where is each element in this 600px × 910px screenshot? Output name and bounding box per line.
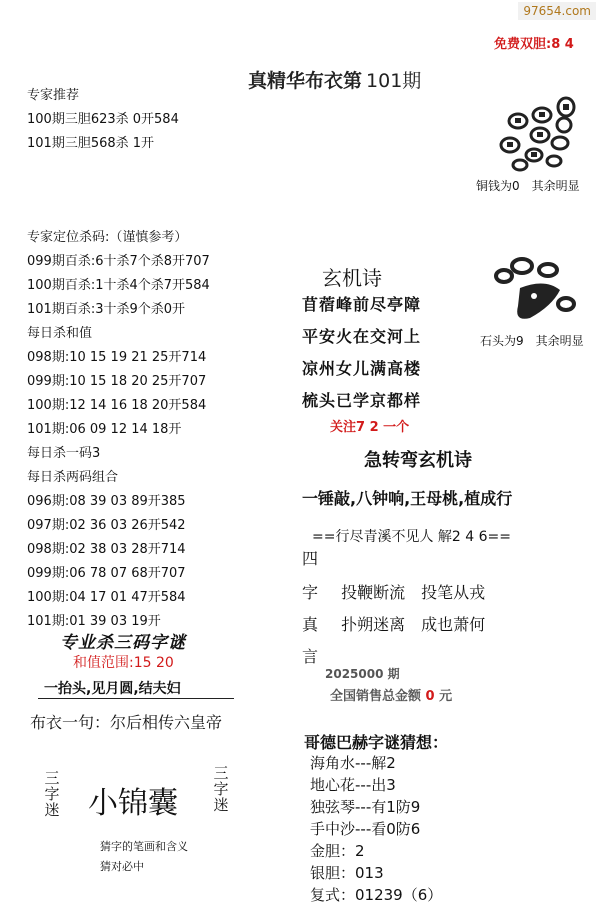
turn-poem-row-label: 四 xyxy=(302,549,319,568)
three-word-left: 三字迷 xyxy=(44,769,60,819)
daily-two-line: 096期:08 39 03 89开385 xyxy=(27,494,186,509)
positioning-line: 099期百杀:6十杀7个杀8开707 xyxy=(27,254,210,269)
poem-title: 玄机诗 xyxy=(322,266,382,290)
hint-underline xyxy=(38,698,234,699)
poem-line: 平安火在交河上 xyxy=(302,327,422,346)
daily-two-line: 099期:06 78 07 68开707 xyxy=(27,566,186,581)
sales-total xyxy=(330,685,452,704)
godel-line: 手中沙---看0防6 xyxy=(310,820,421,838)
pro-kill-title: 专业杀三码字谜 xyxy=(60,633,186,653)
pro-kill-hint: 一抬头,见月圆,结夫妇 xyxy=(44,681,181,697)
turn-poem-row-label: 言 xyxy=(302,647,319,666)
site-watermark: 97654.com xyxy=(518,2,596,20)
coins-caption: 铜钱为0 其余明显 xyxy=(476,179,580,193)
positioning-line: 100期百杀:1十杀4个杀7开584 xyxy=(27,278,210,293)
positioning-line: 101期百杀:3十杀9个杀0开 xyxy=(27,302,186,317)
daily-two-line: 097期:02 36 03 26开542 xyxy=(27,518,186,533)
expert-section xyxy=(27,84,179,156)
expert-line: 101期三胆568杀 1开 xyxy=(27,136,155,151)
title-issue: 101期 xyxy=(366,70,422,92)
turn-poem-row xyxy=(302,580,485,603)
sum-range: 和值范围:15 20 xyxy=(73,655,174,671)
godel-line: 海角水---解2 xyxy=(310,754,396,772)
poem-line: 凉州女儿满高楼 xyxy=(302,359,422,378)
turn-poem-line: 一锤敲,八钟响,王母桃,植成行 xyxy=(302,489,513,508)
daily-two-line: 098期:02 38 03 28开714 xyxy=(27,542,186,557)
daily-sum-line: 098期:10 15 19 21 25开714 xyxy=(27,350,207,365)
buyi-sentence: 布衣一句：尔后相传六皇帝 xyxy=(30,713,223,732)
godel-title: 哥德巴赫字谜猜想： xyxy=(304,733,449,752)
turn-poem-row-label: 字 xyxy=(302,583,319,602)
three-word-note: 猜对必中 xyxy=(100,860,144,873)
three-word-center: 小锦囊 xyxy=(88,786,178,821)
positioning-section xyxy=(27,226,210,634)
daily-one-code: 每日杀一码3 xyxy=(27,446,101,461)
turn-poem-row-text: 投鞭断流 投笔从戎 xyxy=(341,583,486,602)
godel-line: 银胆：013 xyxy=(310,864,384,882)
turn-poem-row xyxy=(302,612,485,635)
sales-unit: 元 xyxy=(439,689,453,704)
poem-line: 苜蓿峰前尽亭障 xyxy=(302,295,422,314)
turn-poem-row-label: 真 xyxy=(302,615,319,634)
daily-sum-heading: 每日杀和值 xyxy=(27,326,93,341)
expert-line: 100期三胆623杀 0开584 xyxy=(27,112,179,127)
godel-line: 复式：01239（6） xyxy=(310,886,443,904)
follow-note: 关注7 2 一个 xyxy=(330,420,410,435)
godel-line: 独弦琴---有1防9 xyxy=(310,798,421,816)
sales-label: 全国销售总金额 xyxy=(330,689,422,704)
daily-sum-line: 099期:10 15 18 20 25开707 xyxy=(27,374,207,389)
godel-list xyxy=(310,752,442,906)
godel-line: 地心花---出3 xyxy=(310,776,396,794)
title-text: 真精华布衣第 xyxy=(248,70,363,92)
daily-two-line: 101期:01 39 03 19开 xyxy=(27,614,161,629)
turn-poem-solution: ==行尽青溪不见人 解2 4 6== xyxy=(312,529,511,545)
three-word-right: 三字迷 xyxy=(213,764,229,814)
godel-line: 金胆：2 xyxy=(310,842,365,860)
three-word-note: 猜字的笔画和含义 xyxy=(100,840,188,853)
poem-line: 梳头已学京都样 xyxy=(302,391,422,410)
sales-issue: 2025000 期 xyxy=(325,667,400,681)
daily-two-line: 100期:04 17 01 47开584 xyxy=(27,590,186,605)
daily-two-heading: 每日杀两码组合 xyxy=(27,470,119,485)
expert-heading: 专家推荐 xyxy=(27,88,80,103)
sales-amount: 0 xyxy=(425,689,435,704)
daily-sum-line: 101期:06 09 12 14 18开 xyxy=(27,422,182,437)
page-title xyxy=(248,66,421,93)
turn-poem-title: 急转弯玄机诗 xyxy=(364,450,472,471)
free-pick: 免费双胆:8 4 xyxy=(494,37,574,52)
coins-illustration xyxy=(490,95,580,175)
turn-poem-row-text: 扑朔迷离 成也萧何 xyxy=(341,615,486,634)
positioning-heading: 专家定位杀码:（谨慎参考） xyxy=(27,230,188,245)
stones-illustration xyxy=(490,248,582,328)
daily-sum-line: 100期:12 14 16 18 20开584 xyxy=(27,398,207,413)
stones-caption: 石头为9 其余明显 xyxy=(480,334,584,348)
